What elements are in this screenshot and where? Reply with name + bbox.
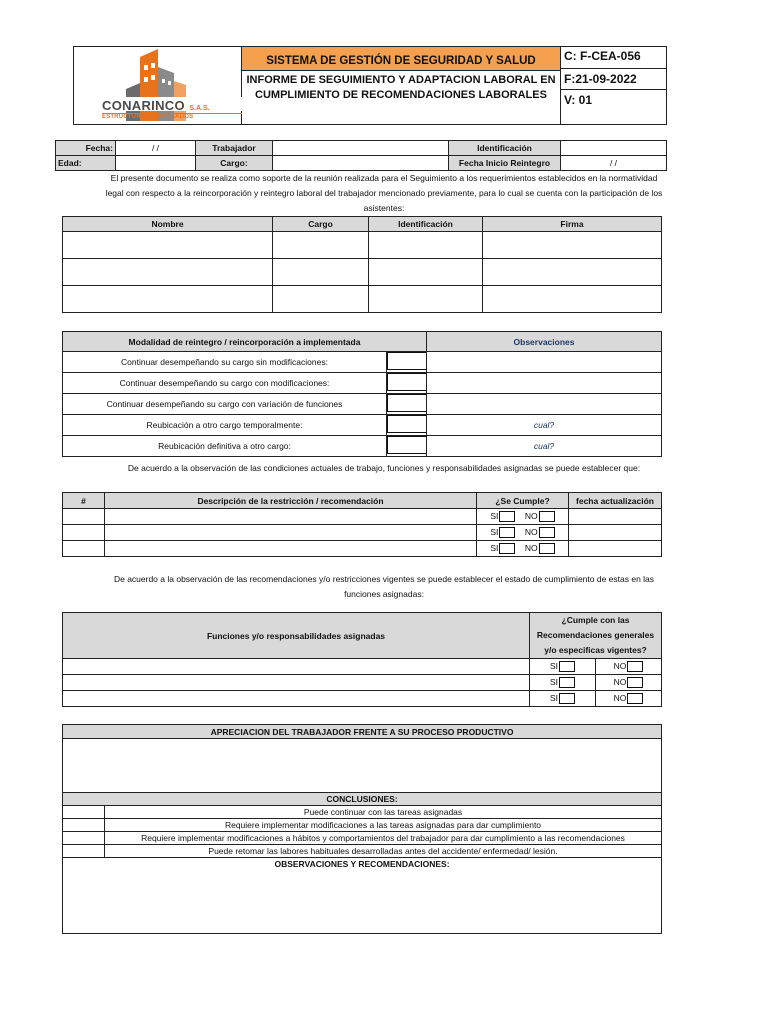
restrictions-table	[62, 492, 662, 557]
conclusion-label: Requiere implementar modificaciones a las tareas asignadas para dar cumplimiento	[105, 819, 662, 832]
modality-option-label: Continuar desempeñando su cargo con variación de funciones	[63, 394, 387, 415]
cargo-label: Cargo:	[196, 156, 273, 171]
logo-area	[74, 47, 242, 124]
attendee-nombre-field[interactable]	[63, 232, 273, 259]
si-label: SI	[549, 660, 559, 671]
attendees-header-cargo: Cargo	[273, 217, 369, 232]
functions-table	[62, 612, 662, 707]
modality-checkbox[interactable]	[387, 352, 427, 370]
si-label: SI	[490, 542, 499, 553]
conclusion-label: Requiere implementar modificaciones a hábitos y comportamientos del trabajador para dar cumplimiento a las recomendaciones	[105, 832, 662, 845]
si-label: SI	[490, 526, 499, 537]
logo-suffix: S.A.S.	[189, 105, 210, 112]
table-row	[63, 541, 662, 557]
fecha-inicio-label: Fecha Inicio Reintegro	[449, 156, 561, 171]
attendee-id-field[interactable]	[369, 259, 483, 286]
si-checkbox[interactable]	[559, 677, 575, 688]
conclusion-checkbox[interactable]	[63, 845, 105, 858]
si-checkbox[interactable]	[499, 511, 515, 522]
modality-checkbox[interactable]	[387, 373, 427, 391]
table-row	[63, 509, 662, 525]
si-checkbox[interactable]	[559, 693, 575, 704]
appreciation-field[interactable]	[63, 739, 662, 793]
attendees-table	[62, 216, 662, 313]
restrictions-header-fecha: fecha actualización	[569, 493, 662, 509]
modality-checkbox[interactable]	[387, 394, 427, 412]
no-checkbox[interactable]	[539, 527, 555, 538]
modality-observation-field[interactable]	[427, 352, 662, 373]
function-field[interactable]	[63, 659, 530, 675]
conclusion-label: Puede retomar las labores habituales desarrolladas antes del accidente/ enfermedad/ lesión.	[105, 845, 662, 858]
modality-option-label: Continuar desempeñando su cargo sin modificaciones:	[63, 352, 387, 373]
conclusion-row	[63, 819, 662, 832]
modality-option-label: Reubicación a otro cargo temporalmente:	[63, 415, 387, 436]
functions-intro-line: funciones asignadas:	[344, 589, 424, 599]
restriction-number-field[interactable]	[63, 525, 105, 541]
attendee-nombre-field[interactable]	[63, 286, 273, 313]
attendees-header-nombre: Nombre	[63, 217, 273, 232]
attendee-firma-field[interactable]	[483, 259, 662, 286]
logo-tagline: ESTRUCTURAS Y ACABADOS	[102, 113, 242, 120]
table-row	[63, 691, 662, 707]
restriction-date-field[interactable]	[569, 509, 662, 525]
attendee-cargo-field[interactable]	[273, 232, 369, 259]
appreciation-table	[62, 724, 662, 934]
identificacion-field[interactable]	[561, 141, 667, 156]
attendee-cargo-field[interactable]	[273, 259, 369, 286]
observations-field[interactable]	[63, 858, 662, 934]
restrictions-header-number: #	[63, 493, 105, 509]
conclusions-header: CONCLUSIONES:	[63, 793, 662, 806]
restrictions-header-cumple: ¿Se Cumple?	[477, 493, 569, 509]
intro-line: asistentes:	[363, 203, 405, 213]
table-row	[63, 286, 662, 313]
worker-info-table	[55, 140, 667, 171]
cumple-header-line: y/o especificas vigentes?	[544, 645, 647, 655]
identificacion-label: Identificación	[449, 141, 561, 156]
conclusion-row	[63, 845, 662, 858]
modality-observation-field[interactable]	[427, 394, 662, 415]
modality-observation-field[interactable]	[427, 373, 662, 394]
system-title: SISTEMA DE GESTIÓN DE SEGURIDAD Y SALUD	[242, 47, 561, 71]
attendee-firma-field[interactable]	[483, 232, 662, 259]
si-checkbox[interactable]	[559, 661, 575, 672]
si-label: SI	[549, 692, 559, 703]
no-label: NO	[613, 692, 627, 703]
si-checkbox[interactable]	[499, 543, 515, 554]
conclusion-checkbox[interactable]	[63, 819, 105, 832]
no-label: NO	[613, 676, 627, 687]
attendee-id-field[interactable]	[369, 286, 483, 313]
intro-line: El presente documento se realiza como soporte de la reunión realizada para el Seguimiento a los requerimientos establecidos en la normatividad	[110, 173, 658, 183]
edad-field[interactable]	[116, 156, 196, 171]
cumple-header-line: Recomendaciones generales	[536, 630, 655, 640]
attendees-header-firma: Firma	[483, 217, 662, 232]
document-title	[242, 71, 561, 124]
attendee-nombre-field[interactable]	[63, 259, 273, 286]
no-label: NO	[524, 526, 538, 537]
appreciation-header: APRECIACION DEL TRABAJADOR FRENTE A SU PROCESO PRODUCTIVO	[63, 725, 662, 739]
conclusion-checkbox[interactable]	[63, 832, 105, 845]
modality-row	[63, 436, 662, 457]
document-version: V: 01	[564, 93, 593, 107]
restriction-date-field[interactable]	[569, 541, 662, 557]
no-checkbox[interactable]	[627, 661, 643, 672]
cumple-header	[530, 613, 662, 659]
no-checkbox[interactable]	[539, 511, 555, 522]
trabajador-field[interactable]	[273, 141, 449, 156]
restriction-date-field[interactable]	[569, 525, 662, 541]
si-label: SI	[549, 676, 559, 687]
modality-observation-field[interactable]: cual?	[427, 436, 662, 457]
no-label: NO	[524, 542, 538, 553]
document-title-line1: INFORME DE SEGUIMIENTO Y ADAPTACION LABORAL EN	[246, 74, 556, 86]
document-title-line2: CUMPLIMIENTO DE RECOMENDACIONES LABORALES	[255, 89, 547, 101]
attendees-header-identificacion: Identificación	[369, 217, 483, 232]
conclusion-checkbox[interactable]	[63, 806, 105, 819]
restrictions-intro: De acuerdo a la observación de las condiciones actuales de trabajo, funciones y responsabilidades asignadas se puede establecer que:	[127, 463, 641, 473]
table-row	[63, 259, 662, 286]
attendee-id-field[interactable]	[369, 232, 483, 259]
modality-row	[63, 415, 662, 436]
modality-option-label: Reubicación definitiva a otro cargo:	[63, 436, 387, 457]
function-field[interactable]	[63, 691, 530, 707]
no-label: NO	[524, 510, 538, 521]
logo-name: CONARINCO	[102, 98, 185, 113]
modality-header: Modalidad de reintegro / reincorporación a implementada	[63, 332, 427, 352]
modality-row	[63, 373, 662, 394]
trabajador-label: Trabajador	[196, 141, 273, 156]
cumple-header-line: ¿Cumple con las	[561, 615, 630, 625]
table-row	[63, 232, 662, 259]
fecha-label: Fecha:	[56, 141, 116, 156]
no-checkbox[interactable]	[627, 677, 643, 688]
modality-row	[63, 352, 662, 373]
table-row	[63, 525, 662, 541]
no-checkbox[interactable]	[539, 543, 555, 554]
functions-header: Funciones y/o responsabilidades asignadas	[63, 613, 530, 659]
functions-intro-line: De acuerdo a la observación de las recomendaciones y/o restricciones vigentes se puede establecer el estado de cumplimiento de estas en las	[113, 574, 655, 584]
conclusion-row	[63, 806, 662, 819]
intro-line: legal con respecto a la reincorporación y reintegro laboral del trabajador mencionado previamente, para lo cual se cuenta con la participación de los	[105, 188, 663, 198]
attendee-firma-field[interactable]	[483, 286, 662, 313]
modality-checkbox[interactable]	[387, 415, 427, 433]
table-row	[63, 659, 662, 675]
document-code: C: F-CEA-056	[561, 47, 666, 69]
modality-table	[62, 331, 662, 457]
functions-intro	[40, 572, 728, 602]
restriction-number-field[interactable]	[63, 509, 105, 525]
restriction-description-field[interactable]	[105, 541, 477, 557]
fecha-field[interactable]: / /	[116, 141, 196, 156]
observations-header: Observaciones	[427, 332, 662, 352]
restriction-number-field[interactable]	[63, 541, 105, 557]
restriction-description-field[interactable]	[105, 525, 477, 541]
edad-label: Edad:	[56, 156, 116, 171]
conclusion-label: Puede continuar con las tareas asignadas	[105, 806, 662, 819]
fecha-inicio-field[interactable]: / /	[561, 156, 667, 171]
table-row	[63, 675, 662, 691]
modality-checkbox[interactable]	[387, 436, 427, 454]
intro-paragraph	[40, 171, 728, 216]
si-label: SI	[490, 510, 499, 521]
no-checkbox[interactable]	[627, 693, 643, 704]
function-field[interactable]	[63, 675, 530, 691]
cargo-field[interactable]	[273, 156, 449, 171]
document-header	[73, 46, 667, 125]
document-date: F:21-09-2022	[561, 69, 666, 90]
restriction-description-field[interactable]	[105, 509, 477, 525]
attendee-cargo-field[interactable]	[273, 286, 369, 313]
modality-option-label: Continuar desempeñando su cargo con modificaciones:	[63, 373, 387, 394]
modality-row	[63, 394, 662, 415]
restrictions-header-description: Descripción de la restricción / recomendación	[105, 493, 477, 509]
observations-header-label: OBSERVACIONES Y RECOMENDACIONES:	[274, 859, 450, 869]
logo-wordmark	[102, 97, 242, 111]
conclusion-row	[63, 832, 662, 845]
modality-observation-field[interactable]: cual?	[427, 415, 662, 436]
no-label: NO	[613, 660, 627, 671]
si-checkbox[interactable]	[499, 527, 515, 538]
